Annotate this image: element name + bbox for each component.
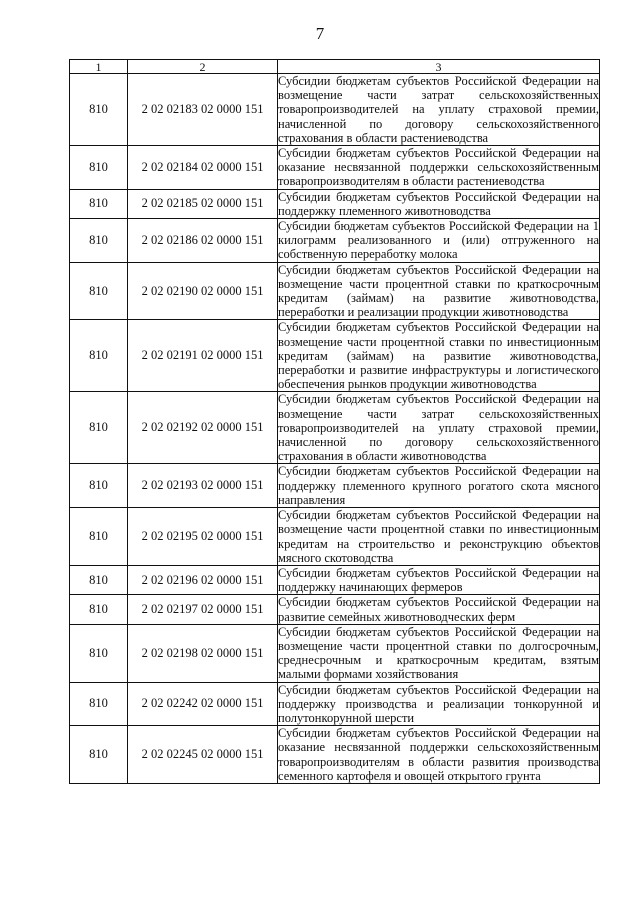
- budget-code-table: [69, 59, 600, 784]
- table-row: [70, 189, 600, 218]
- description-cell: Субсидии бюджетам субъектов Российской Федерации на возмещение части затрат сельскохозяйственных товаропроизводителей на уплату страховой премии, начисленной по договору сельскохозяйственного страхования в области растениеводства: [278, 74, 599, 145]
- page-number: 7: [315, 24, 325, 43]
- revenue-code-cell: 2 02 02184 02 0000 151: [128, 146, 278, 190]
- description-cell: Субсидии бюджетам субъектов Российской Федерации на оказание несвязанной поддержки сельскохозяйственным товаропроизводителям в области развития производства семенного картофеля и овощей открытого грунта: [278, 726, 599, 783]
- admin-code-cell: 810: [70, 219, 128, 263]
- table-header-row: [70, 60, 600, 74]
- revenue-code-cell: 2 02 02197 02 0000 151: [128, 595, 278, 624]
- table-row: [70, 682, 600, 726]
- column-header-1: 1: [70, 60, 128, 74]
- description-cell: Субсидии бюджетам субъектов Российской Федерации на возмещение части затрат сельскохозяйственных товаропроизводителей на уплату страховой премии, начисленной по договору сельскохозяйственного страхования в области животноводства: [278, 392, 599, 464]
- table-row: [70, 262, 600, 320]
- column-header-2: 2: [128, 60, 278, 74]
- revenue-code-cell: 2 02 02186 02 0000 151: [128, 219, 278, 263]
- admin-code-cell: 810: [70, 565, 128, 594]
- description-cell: Субсидии бюджетам субъектов Российской Федерации на поддержку племенного крупного рогатого скота мясного направления: [278, 464, 599, 507]
- admin-code-cell: 810: [70, 508, 128, 566]
- revenue-code-cell: 2 02 02183 02 0000 151: [128, 74, 278, 146]
- admin-code-cell: 810: [70, 624, 128, 682]
- table-row: [70, 146, 600, 190]
- admin-code-cell: 810: [70, 146, 128, 190]
- table-row: [70, 726, 600, 784]
- revenue-code-cell: 2 02 02185 02 0000 151: [128, 189, 278, 218]
- revenue-code-cell: 2 02 02191 02 0000 151: [128, 320, 278, 392]
- table-row: [70, 595, 600, 624]
- admin-code-cell: 810: [70, 320, 128, 392]
- table-row: [70, 508, 600, 566]
- admin-code-cell: 810: [70, 464, 128, 508]
- description-cell: Субсидии бюджетам субъектов Российской Федерации на поддержку производства и реализации тонкорунной и полутонкорунной шерсти: [278, 682, 599, 725]
- admin-code-cell: 810: [70, 595, 128, 624]
- description-cell: Субсидии бюджетам субъектов Российской Федерации на развитие семейных животноводческих ферм: [278, 595, 599, 624]
- revenue-code-cell: 2 02 02196 02 0000 151: [128, 565, 278, 594]
- description-cell: Субсидии бюджетам субъектов Российской Федерации на поддержку начинающих фермеров: [278, 565, 599, 595]
- revenue-code-cell: 2 02 02193 02 0000 151: [128, 464, 278, 508]
- admin-code-cell: 810: [70, 682, 128, 726]
- table-row: [70, 565, 600, 594]
- revenue-code-cell: 2 02 02195 02 0000 151: [128, 508, 278, 566]
- table-row: [70, 624, 600, 682]
- admin-code-cell: 810: [70, 262, 128, 320]
- admin-code-cell: 810: [70, 392, 128, 464]
- table-row: [70, 74, 600, 146]
- description-cell: Субсидии бюджетам субъектов Российской Федерации на 1 килограмм реализованного и (или) отгруженного на собственную переработку молока: [278, 219, 599, 262]
- column-header-3: 3: [278, 60, 600, 74]
- admin-code-cell: 810: [70, 726, 128, 784]
- table-row: [70, 464, 600, 508]
- table-row: [70, 219, 600, 263]
- revenue-code-cell: 2 02 02190 02 0000 151: [128, 262, 278, 320]
- description-cell: Субсидии бюджетам субъектов Российской Федерации на возмещение части процентной ставки по инвестиционным кредитам (займам) на развитие животноводства, переработки и развитие инфраструктуры и логистического обеспечения рынков продукции животноводства: [278, 320, 599, 392]
- table-row: [70, 320, 600, 392]
- description-cell: Субсидии бюджетам субъектов Российской Федерации на возмещение части процентной ставки по краткосрочным кредитам (займам) на развитие животноводства, переработки и реализации продукции животноводства: [278, 262, 599, 320]
- revenue-code-cell: 2 02 02245 02 0000 151: [128, 726, 278, 784]
- description-cell: Субсидии бюджетам субъектов Российской Федерации на возмещение части процентной ставки по долгосрочным, среднесрочным и краткосрочным кредитам, взятым малыми формами хозяйствования: [278, 624, 599, 682]
- description-cell: Субсидии бюджетам субъектов Российской Федерации на поддержку племенного животноводства: [278, 189, 599, 218]
- revenue-code-cell: 2 02 02192 02 0000 151: [128, 392, 278, 464]
- admin-code-cell: 810: [70, 74, 128, 146]
- description-cell: Субсидии бюджетам субъектов Российской Федерации на возмещение части процентной ставки по инвестиционным кредитам на строительство и реконструкцию объектов мясного скотоводства: [278, 508, 599, 565]
- revenue-code-cell: 2 02 02198 02 0000 151: [128, 624, 278, 682]
- admin-code-cell: 810: [70, 189, 128, 218]
- description-cell: Субсидии бюджетам субъектов Российской Федерации на оказание несвязанной поддержки сельскохозяйственным товаропроизводителям в области растениеводства: [278, 146, 599, 189]
- revenue-code-cell: 2 02 02242 02 0000 151: [128, 682, 278, 726]
- table-row: [70, 392, 600, 464]
